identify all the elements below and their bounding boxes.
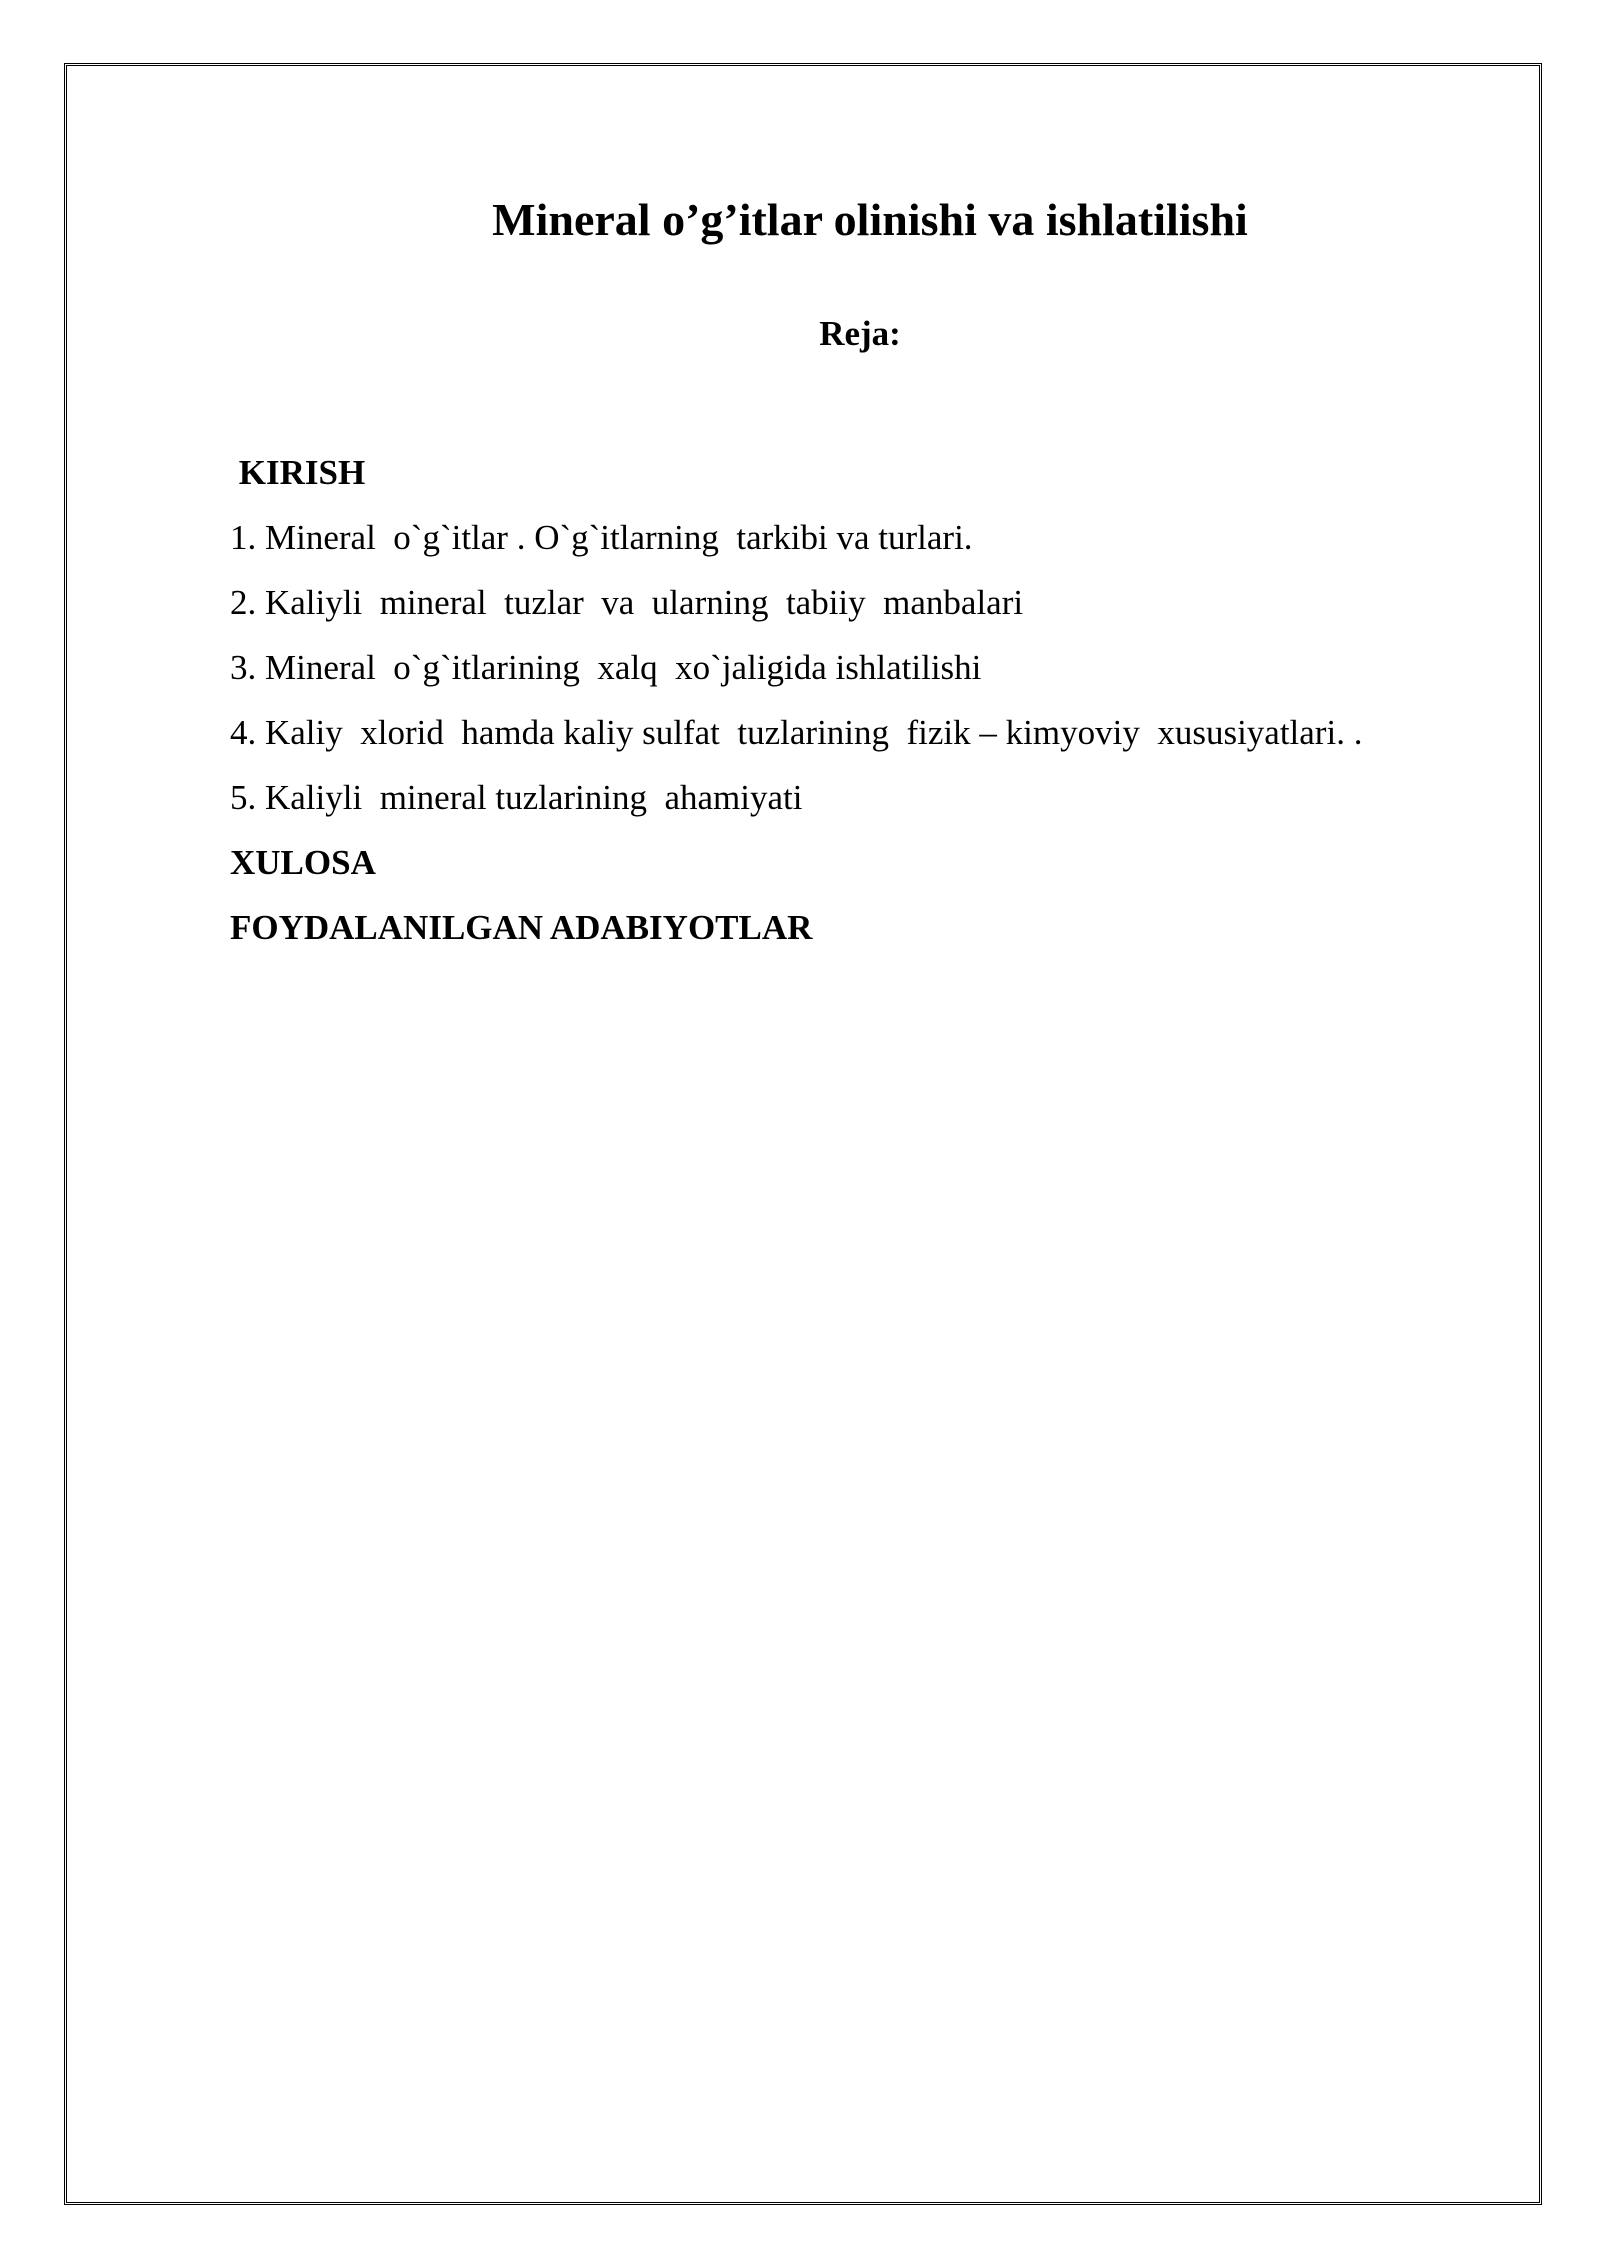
plan-heading: Reja: bbox=[819, 314, 901, 353]
plan-list bbox=[230, 440, 1510, 960]
plan-item-3: 3. Mineral o`g`itlarining xalq xo`jaligida ishlatilishi bbox=[230, 648, 982, 687]
document-title: Mineral o’g’itlar olinishi va ishlatilishi bbox=[492, 194, 1248, 245]
plan-item-4: 4. Kaliy xlorid hamda kaliy sulfat tuzlarining fizik – kimyoviy xususiyatlari. . bbox=[230, 713, 1363, 752]
plan-item-references: FOYDALANILGAN ADABIYOTLAR bbox=[230, 908, 813, 947]
plan-item-intro: KIRISH bbox=[230, 453, 366, 492]
plan-item-1: 1. Mineral o`g`itlar . O`g`itlarning tarkibi va turlari. bbox=[230, 518, 973, 557]
page-border bbox=[64, 63, 1542, 2205]
plan-item-2: 2. Kaliyli mineral tuzlar va ularning tabiiy manbalari bbox=[230, 583, 1024, 622]
plan-item-conclusion: XULOSA bbox=[230, 843, 376, 882]
plan-item-5: 5. Kaliyli mineral tuzlarining ahamiyati bbox=[230, 778, 803, 817]
